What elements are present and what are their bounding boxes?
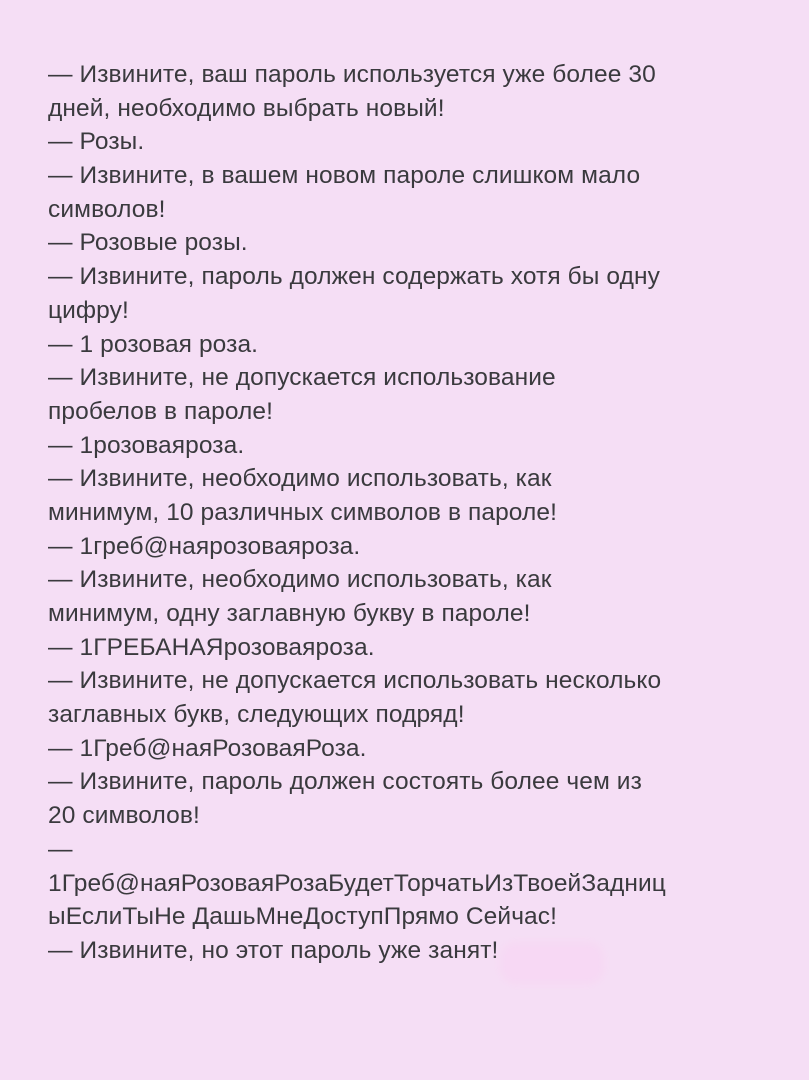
dialogue-line: — 1ГРЕБАНАЯрозоваяроза. [48,633,375,661]
dialogue-text [48,58,768,968]
dialogue-line: — Извините, пароль должен содержать хотя бы одну [48,263,660,291]
dialogue-line: — Извините, не допускается использовать несколько [48,667,662,695]
censor-blur [506,948,598,978]
dialogue-line: — Извините, ваш пароль используется уже более 30 [48,61,656,88]
dialogue-line: — 1Греб@наяРозоваяРоза. [48,734,367,762]
dialogue-line: — Извините, необходимо использовать, как [48,465,552,493]
dialogue-line: — Извините, но этот пароль уже занят! [48,936,499,964]
dialogue-line: — Извините, пароль должен состоять более чем из [48,768,642,796]
dialogue-line: символов! [48,195,166,223]
dialogue-line: — Извините, не допускается использование [48,364,556,392]
dialogue-line: — Извините, необходимо использовать, как [48,566,552,594]
dialogue-line: пробелов в пароле! [48,397,274,425]
dialogue-line: ыЕслиТыНе ДашьМнеДоступПрямо Сейчас! [48,903,558,931]
dialogue-line: заглавных букв, следующих подряд! [48,701,465,729]
dialogue-line: 1Греб@наяРозоваяРозаБудетТорчатьИзТвоейЗадниц [48,869,666,897]
dialogue-line: 20 символов! [48,802,200,830]
dialogue-line: — [48,835,73,863]
dialogue-line: — 1розоваяроза. [48,431,245,459]
dialogue-line: — 1 розовая роза. [48,330,259,358]
dialogue-line: — Розы. [48,128,145,156]
dialogue-line: цифру! [48,296,129,324]
dialogue-line: дней, необходимо выбрать новый! [48,94,445,122]
dialogue-line: минимум, 10 различных символов в пароле! [48,498,558,526]
dialogue-line: — 1греб@наярозоваяроза. [48,532,361,560]
dialogue-line: — Извините, в вашем новом пароле слишком мало [48,162,641,190]
dialogue-line: минимум, одну заглавную букву в пароле! [48,600,531,627]
dialogue-line: — Розовые розы. [48,229,248,257]
